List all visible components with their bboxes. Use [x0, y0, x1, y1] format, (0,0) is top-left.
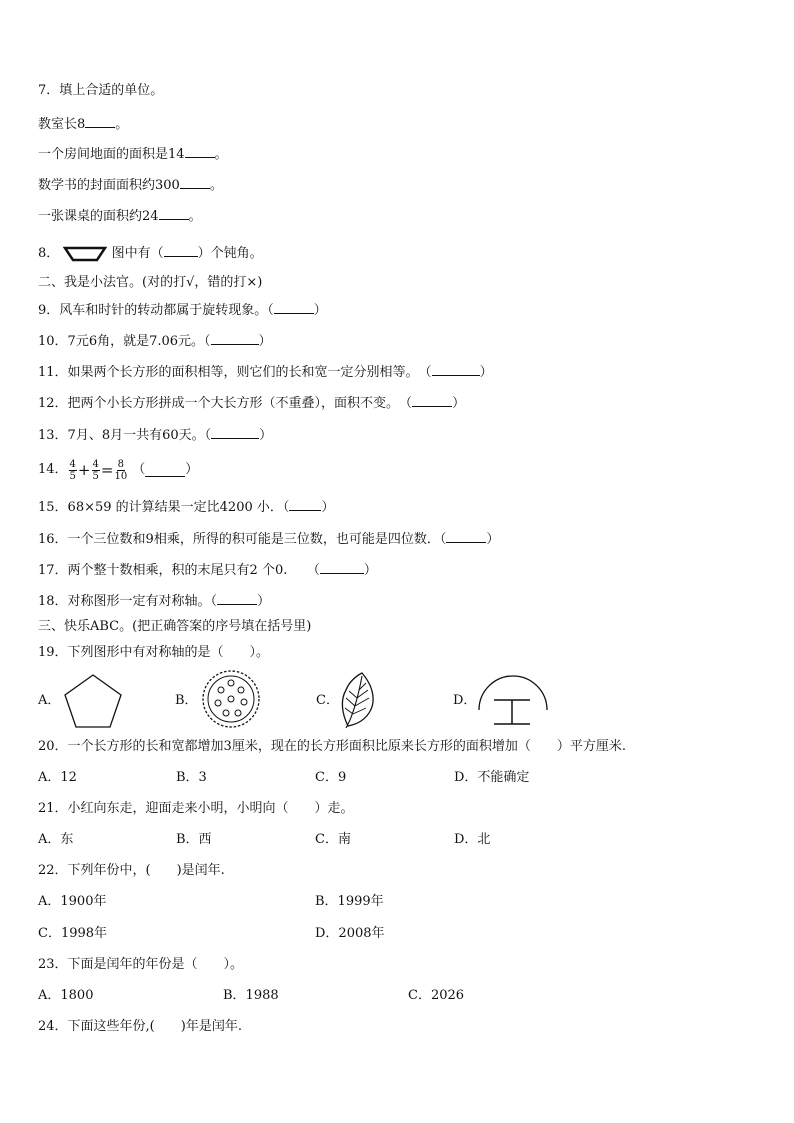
question-text: 对称图形一定有对称轴。（ [67, 594, 218, 609]
question-text: 一个三位数和9相乘，所得的积可能是三位数，也可能是四位数．（ [67, 532, 447, 547]
round-biscuit-icon [200, 668, 262, 730]
question-number: 18． [38, 594, 68, 609]
q19-option-a-label: A． [38, 693, 61, 708]
answer-blank[interactable] [211, 332, 259, 345]
q7-line-1 [38, 115, 128, 134]
paren-close: ） [321, 500, 335, 515]
q22-option-c[interactable]: C．1998年 [38, 926, 108, 941]
question-number: 14． [38, 462, 68, 477]
question-number: 12． [38, 396, 68, 411]
answer-blank[interactable] [164, 244, 198, 257]
question-18 [38, 592, 270, 611]
paren-close: ） [486, 532, 500, 547]
question-10 [38, 332, 272, 351]
question-11 [38, 363, 493, 382]
question-number: 17． [38, 563, 68, 578]
q7-line-3-text: 数学书的封面面积约300 [38, 178, 180, 193]
question-9 [38, 301, 327, 320]
question-text: 如果两个长方形的面积相等，则它们的长和宽一定分别相等。 （ [67, 365, 432, 380]
question-14 [38, 455, 198, 485]
section-3-heading: 三、快乐ABC。(把正确答案的序号填在括号里) [38, 619, 312, 634]
paren-close: ） [479, 365, 493, 380]
question-12 [38, 394, 465, 413]
question-13 [38, 426, 272, 445]
answer-blank[interactable] [217, 592, 257, 605]
answer-blank[interactable] [274, 301, 314, 314]
q20-option-b[interactable]: B．3 [176, 770, 207, 785]
q21-option-d[interactable]: D．北 [454, 832, 491, 847]
q7-title: 7．填上合适的单位。 [38, 83, 164, 98]
q20-option-a[interactable]: A．12 [38, 770, 77, 785]
question-16 [38, 530, 499, 549]
paren-close: ） [259, 428, 273, 443]
paren-close: ） [185, 462, 199, 477]
question-number: 10． [38, 334, 68, 349]
answer-blank[interactable] [412, 394, 452, 407]
leaf-icon [338, 670, 378, 730]
q23-option-a[interactable]: A．1800 [38, 988, 94, 1003]
q22-option-b[interactable]: B．1999年 [315, 894, 384, 909]
arch-icon [476, 670, 550, 730]
paren-close: ） [313, 303, 327, 318]
q20-option-c[interactable]: C．9 [315, 770, 347, 785]
question-19: 19．下列图形中有对称轴的是（ ）。 [38, 645, 270, 660]
paren-close: ） [452, 396, 466, 411]
question-text: 68×59 的计算结果一定比4200 小．（ [67, 500, 290, 515]
question-number: 15． [38, 500, 68, 515]
paren-close: ） [258, 334, 272, 349]
question-text: 把两个小长方形拼成一个大长方形（不重叠），面积不变。 （ [67, 396, 413, 411]
q7-line-4-end: 。 [188, 209, 202, 224]
q20-option-d[interactable]: D．不能确定 [454, 770, 530, 785]
fraction-numerator: 4 [92, 458, 99, 470]
equals-sign: = [100, 461, 114, 479]
question-17 [38, 561, 377, 580]
answer-blank[interactable] [85, 115, 115, 128]
fraction-3 [114, 459, 127, 482]
fraction-denominator: 5 [92, 470, 99, 482]
q23-option-c[interactable]: C．2026 [408, 988, 465, 1003]
answer-blank[interactable] [432, 363, 480, 376]
fraction-numerator: 8 [117, 458, 124, 470]
question-21: 21．小红向东走，迎面走来小明，小明向（ ）走。 [38, 801, 354, 816]
fraction-1 [69, 459, 77, 482]
question-text: 7月、8月一共有60天。（ [67, 428, 212, 443]
answer-blank[interactable] [446, 530, 486, 543]
q8-number: 8． [38, 246, 60, 261]
answer-blank[interactable] [211, 426, 259, 439]
q7-line-4-text: 一张课桌的面积约24 [38, 209, 159, 224]
q7-line-4 [38, 207, 202, 226]
q21-option-b[interactable]: B．西 [176, 832, 212, 847]
answer-blank[interactable] [145, 464, 185, 477]
question-text: 风车和时针的转动都属于旋转现象。（ [59, 303, 274, 318]
fraction-2 [92, 459, 100, 482]
paren-close: ） [257, 594, 271, 609]
question-text: 7元6角，就是7.06元。（ [67, 334, 211, 349]
q21-option-c[interactable]: C．南 [315, 832, 351, 847]
q7-line-3 [38, 176, 223, 195]
q7-line-1-end: 。 [115, 117, 129, 132]
q7-line-2 [38, 145, 228, 164]
q7-line-1-text: 教室长8 [38, 117, 86, 132]
answer-blank[interactable] [320, 561, 364, 574]
question-23: 23．下面是闰年的年份是（ ）。 [38, 957, 244, 972]
plus-sign: + [77, 461, 91, 479]
question-24: 24．下面这些年份,( )年是闰年. [38, 1019, 242, 1034]
paren-open: （ [132, 462, 146, 477]
q19-option-b-label: B． [175, 693, 198, 708]
question-number: 13． [38, 428, 68, 443]
q22-option-a[interactable]: A．1900年 [38, 894, 107, 909]
q8 [38, 244, 263, 263]
q23-option-b[interactable]: B．1988 [223, 988, 279, 1003]
question-15 [38, 498, 334, 517]
q7-line-3-end: 。 [209, 178, 223, 193]
fraction-denominator: 10 [114, 470, 128, 482]
question-number: 9． [38, 303, 60, 318]
q7-line-2-end: 。 [214, 147, 228, 162]
fraction-denominator: 5 [69, 470, 76, 482]
q19-option-c-label: C． [316, 693, 339, 708]
q8-end: ）个钝角。 [197, 246, 263, 261]
q21-option-a[interactable]: A．东 [38, 832, 74, 847]
answer-blank[interactable] [289, 498, 321, 511]
question-22: 22．下列年份中，( )是闰年. [38, 863, 225, 878]
answer-blank[interactable] [159, 207, 189, 220]
q8-text: 图中有（ [111, 246, 164, 261]
answer-blank[interactable] [185, 145, 215, 158]
question-number: 16． [38, 532, 68, 547]
paren-close: ） [363, 563, 377, 578]
trapezoid-icon [63, 246, 107, 262]
question-20: 20．一个长方形的长和宽都增加3厘米，现在的长方形面积比原来长方形的面积增加（ ）平方厘米. [38, 739, 626, 754]
section-2-heading: 二、我是小法官。(对的打√，错的打×) [38, 275, 263, 290]
fraction-numerator: 4 [69, 458, 76, 470]
q22-option-d[interactable]: D．2008年 [315, 926, 385, 941]
question-text: 两个整十数相乘，积的末尾只有2 个0. （ [67, 563, 320, 578]
answer-blank[interactable] [180, 176, 210, 189]
q19-option-d-label: D． [453, 693, 477, 708]
q7-line-2-text: 一个房间地面的面积是14 [38, 147, 185, 162]
question-number: 11． [38, 365, 68, 380]
pentagon-icon [62, 672, 124, 730]
